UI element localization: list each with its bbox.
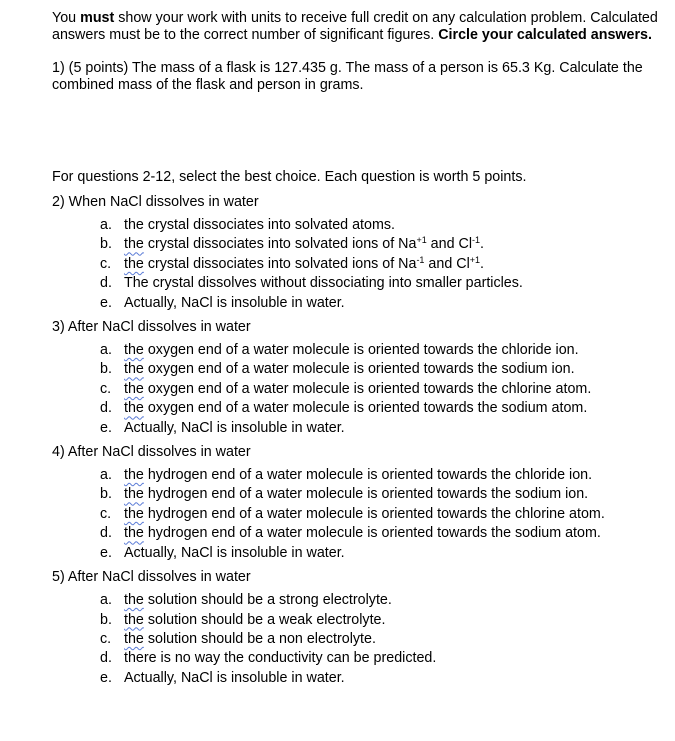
spellcheck-word: the [124,486,144,503]
answer-option [52,216,672,235]
question-stem: 3) After NaCl dissolves in water [52,319,251,336]
option-letter: b. [100,486,112,503]
option-text: hydrogen end of a water molecule is oriented towards the sodium atom. [143,525,601,542]
option-letter: b. [100,361,112,378]
answer-option [52,544,672,563]
spellcheck-word: the [124,592,144,609]
charge-superscript: +1 [416,235,427,246]
instructions-part1: You [52,10,81,26]
option-text: and Cl [424,255,470,272]
option-text: Actually, NaCl is insoluble in water. [124,544,345,561]
answer-option [52,591,672,610]
option-text: oxygen end of a water molecule is oriented towards the sodium ion. [143,361,575,378]
answer-option [52,341,672,360]
option-letter: c. [100,505,112,522]
answer-option [52,255,672,274]
answer-option [52,399,672,418]
answer-option [52,524,672,543]
option-text: . [480,255,485,272]
question-stem: 4) After NaCl dissolves in water [52,444,251,461]
option-text: oxygen end of a water molecule is oriented towards the sodium atom. [143,400,588,417]
answer-option [52,380,672,399]
answer-option [52,649,672,668]
instructions-part2: show your work with units to receive full credit on any calculation problem. Calculated answers must be to the correct number of significant figures. [52,10,658,43]
spellcheck-word: the [124,255,144,272]
option-text: the crystal dissociates into solvated atoms. [124,217,395,233]
answer-options [52,591,672,688]
option-text: The crystal dissolves without dissociating into smaller particles. [124,275,523,292]
option-letter: a. [100,217,112,233]
answer-option [52,294,672,313]
option-letter: d. [100,275,112,292]
option-letter: d. [100,650,112,667]
option-letter: c. [100,380,112,397]
option-letter: c. [100,255,112,272]
spellcheck-word: the [124,361,144,378]
answer-options [52,216,672,313]
answer-option [52,485,672,504]
document-page [52,10,672,694]
option-text: oxygen end of a water molecule is oriented towards the chlorine atom. [143,380,592,397]
answer-option [52,235,672,254]
answer-options [52,341,672,438]
option-letter: c. [100,630,112,647]
question-1: 1) (5 points) The mass of a flask is 127.435 g. The mass of a person is 65.3 Kg. Calculate the combined mass of the flask and person in grams. [52,60,643,93]
option-letter: a. [100,467,112,484]
choice-instructions: For questions 2-12, select the best choice. Each question is worth 5 points. [52,169,527,185]
instructions-circle: Circle your calculated answers. [438,27,652,43]
answer-space [52,94,672,169]
option-text: hydrogen end of a water molecule is oriented towards the chloride ion. [143,467,593,484]
option-letter: a. [100,342,112,359]
option-text: crystal dissociates into solvated ions of Na [143,255,417,272]
answer-option [52,466,672,485]
option-letter: b. [100,611,112,628]
answer-options [52,466,672,563]
option-text: solution should be a strong electrolyte. [143,592,392,609]
question-list [52,194,672,688]
option-letter: e. [100,294,112,311]
option-letter: d. [100,400,112,417]
instructions-must: must [80,10,115,26]
option-letter: b. [100,236,112,253]
option-text: and Cl [426,236,473,253]
option-letter: e. [100,544,112,561]
answer-option [52,669,672,688]
option-letter: e. [100,669,112,686]
answer-option [52,274,672,293]
answer-option [52,505,672,524]
option-text: crystal dissociates into solvated ions of Na [143,236,417,253]
option-letter: a. [100,592,112,609]
spellcheck-word: the [124,611,144,628]
answer-option [52,419,672,438]
option-text: solution should be a weak electrolyte. [143,611,386,628]
answer-option [52,360,672,379]
option-text: Actually, NaCl is insoluble in water. [124,294,345,311]
spellcheck-word: the [124,505,144,522]
spellcheck-word: the [124,380,144,397]
answer-option [52,630,672,649]
spellcheck-word: the [124,400,144,417]
charge-superscript: +1 [469,254,481,265]
option-letter: e. [100,419,112,436]
charge-superscript: -1 [416,254,425,265]
question-stem: 5) After NaCl dissolves in water [52,569,251,586]
spellcheck-word: the [124,525,144,542]
option-text: hydrogen end of a water molecule is oriented towards the sodium ion. [143,486,589,503]
option-text: Actually, NaCl is insoluble in water. [124,669,345,686]
answer-option [52,611,672,630]
spellcheck-word: the [124,236,144,253]
option-letter: d. [100,525,112,542]
charge-superscript: -1 [472,235,481,246]
option-text: hydrogen end of a water molecule is oriented towards the chlorine atom. [143,505,605,522]
question-stem: 2) When NaCl dissolves in water [52,194,259,210]
spellcheck-word: the [124,630,144,647]
option-text: Actually, NaCl is insoluble in water. [124,419,345,436]
option-text: there is no way the conductivity can be predicted. [124,650,437,667]
instructions [52,10,672,44]
spellcheck-word: the [124,342,144,359]
option-text: oxygen end of a water molecule is oriented towards the chloride ion. [143,342,579,359]
option-text: solution should be a non electrolyte. [143,630,376,647]
spellcheck-word: the [124,467,144,484]
option-text: . [480,236,485,253]
